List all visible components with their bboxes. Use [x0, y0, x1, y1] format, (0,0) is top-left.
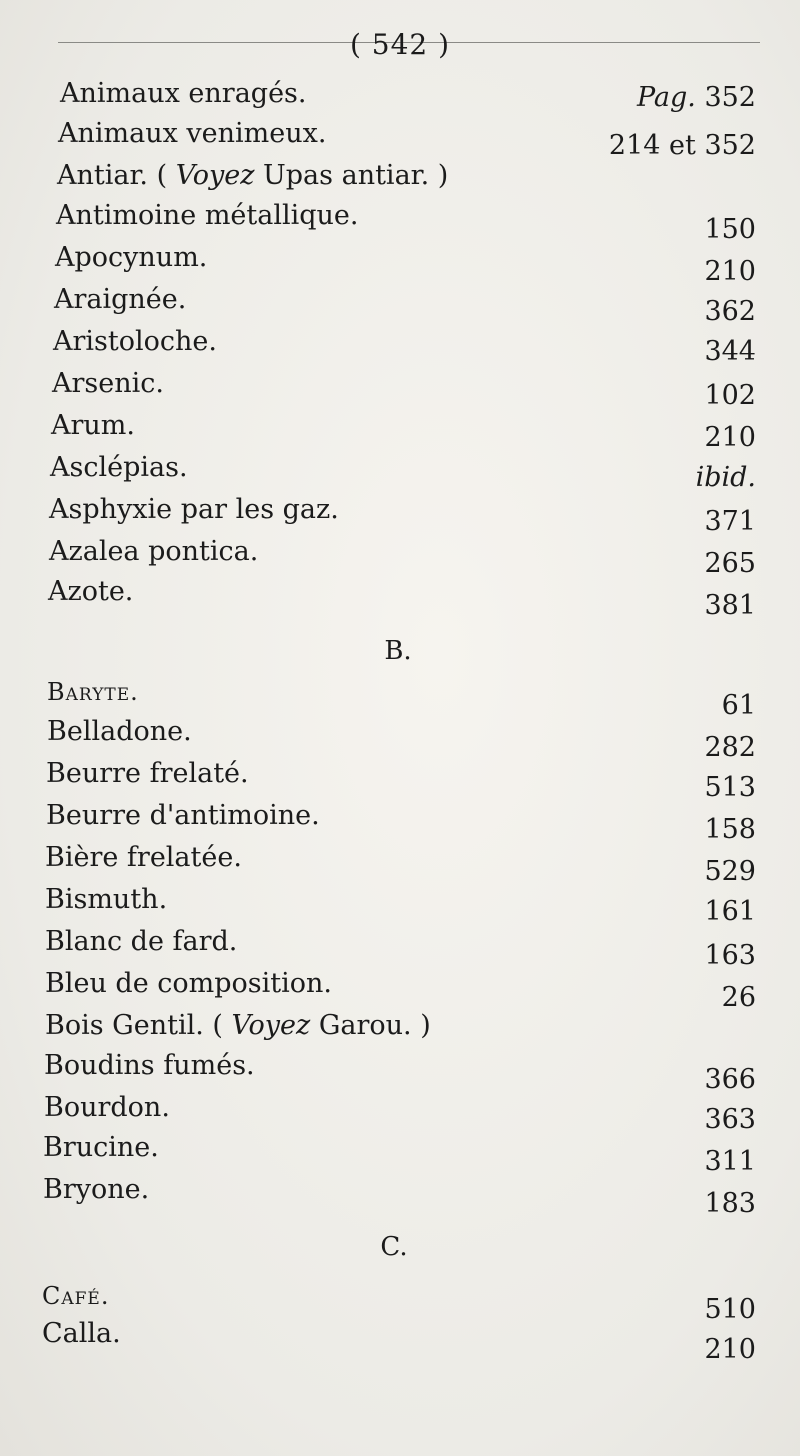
entry-label: Bière frelatée.: [45, 842, 242, 873]
entry-page-prefix: Pag.: [636, 82, 696, 113]
entry-page: 265: [704, 548, 756, 579]
entry-page: 210: [704, 422, 756, 453]
index-entry: [0, 494, 800, 537]
entry-label: Animaux enragés.: [60, 78, 307, 109]
entry-label: Araignée.: [54, 284, 187, 315]
entry-page: 210: [704, 256, 756, 287]
entry-label: Animaux venimeux.: [58, 118, 327, 149]
entry-page: 344: [704, 336, 756, 367]
section-letter-c: C.: [380, 1232, 408, 1262]
entry-label: Aristoloche.: [53, 326, 217, 357]
entry-label: Beurre frelaté.: [46, 758, 249, 789]
index-entry: [0, 884, 800, 927]
index-entry: [0, 1280, 800, 1325]
index-entry: [0, 200, 800, 245]
entry-page: 214 et 352: [608, 130, 756, 161]
entry-label: Baryte.: [47, 678, 139, 706]
index-entry: [0, 968, 800, 1013]
index-entry: [0, 676, 800, 721]
entry-label: Bourdon.: [44, 1092, 170, 1123]
entry-label: Beurre d'antimoine.: [46, 800, 320, 831]
entry-page: 363: [704, 1104, 756, 1135]
entry-page: 371: [704, 506, 756, 537]
entry-label: Calla.: [42, 1318, 121, 1349]
entry-page: 311: [704, 1146, 756, 1177]
entry-page: 282: [704, 732, 756, 763]
entry-label: Blanc de fard.: [45, 926, 238, 957]
entry-label: Antimoine métallique.: [56, 200, 359, 231]
index-entry: [0, 716, 800, 763]
entry-page: 161: [704, 896, 756, 927]
index-entry: [0, 1092, 800, 1135]
index-entry: [0, 758, 800, 803]
entry-page: 163: [704, 940, 756, 971]
entry-label: Antiar. ( Voyez Upas antiar. ): [57, 160, 449, 191]
entry-label: Belladone.: [47, 716, 192, 747]
index-entry: [0, 160, 800, 200]
index-entry: [0, 410, 800, 453]
index-entry: [0, 842, 800, 887]
index-entry: [0, 368, 800, 411]
entry-page: 362: [704, 296, 756, 327]
entry-page: ibid.: [695, 462, 756, 493]
entry-page: 366: [704, 1064, 756, 1095]
index-entry: [0, 800, 800, 845]
entry-page: 26: [721, 982, 756, 1013]
index-entry: [0, 1318, 800, 1365]
entry-label: Apocynum.: [55, 242, 208, 273]
index-entry: [0, 536, 800, 579]
entry-label: Boudins fumés.: [44, 1050, 255, 1081]
section-letter-b: B.: [384, 636, 412, 666]
entry-page: 529: [704, 856, 756, 887]
entry-label: Brucine.: [43, 1132, 159, 1163]
index-entry: [0, 326, 800, 366]
entry-label: Bleu de composition.: [45, 968, 332, 999]
entry-label: Café.: [42, 1282, 110, 1310]
entry-page: Pag. 352: [636, 82, 756, 113]
entry-page: 158: [704, 814, 756, 845]
entry-label: Asclépias.: [50, 452, 188, 483]
entry-page: 510: [704, 1294, 756, 1325]
entry-label: Asphyxie par les gaz.: [49, 494, 339, 525]
index-entry: [0, 1132, 800, 1177]
index-entry: [0, 284, 800, 327]
entry-page: 210: [704, 1334, 756, 1365]
entry-label: Bismuth.: [45, 884, 168, 915]
index-entry: [0, 452, 800, 492]
index-entry: [0, 576, 800, 621]
entry-page: 381: [704, 590, 756, 621]
entry-label: Arum.: [51, 410, 135, 441]
index-entry: [0, 926, 800, 971]
index-entry: [0, 1050, 800, 1095]
entry-label: Azote.: [48, 576, 134, 607]
entry-page: 513: [704, 772, 756, 803]
entry-page: 183: [704, 1188, 756, 1219]
page-number-header: ( 542 ): [349, 28, 451, 61]
index-entry: [0, 1010, 800, 1050]
entry-page: 61: [721, 690, 756, 721]
entry-label: Bois Gentil. ( Voyez Garou. ): [45, 1010, 431, 1041]
index-entry: [0, 242, 800, 287]
index-entry: [0, 118, 800, 161]
entry-label: Bryone.: [43, 1174, 150, 1205]
entry-page: 150: [704, 214, 756, 245]
index-entry: [0, 1174, 800, 1219]
entry-label: Arsenic.: [52, 368, 164, 399]
index-entry: [0, 78, 800, 118]
entry-label: Azalea pontica.: [49, 536, 259, 567]
entry-page: 102: [704, 380, 756, 411]
